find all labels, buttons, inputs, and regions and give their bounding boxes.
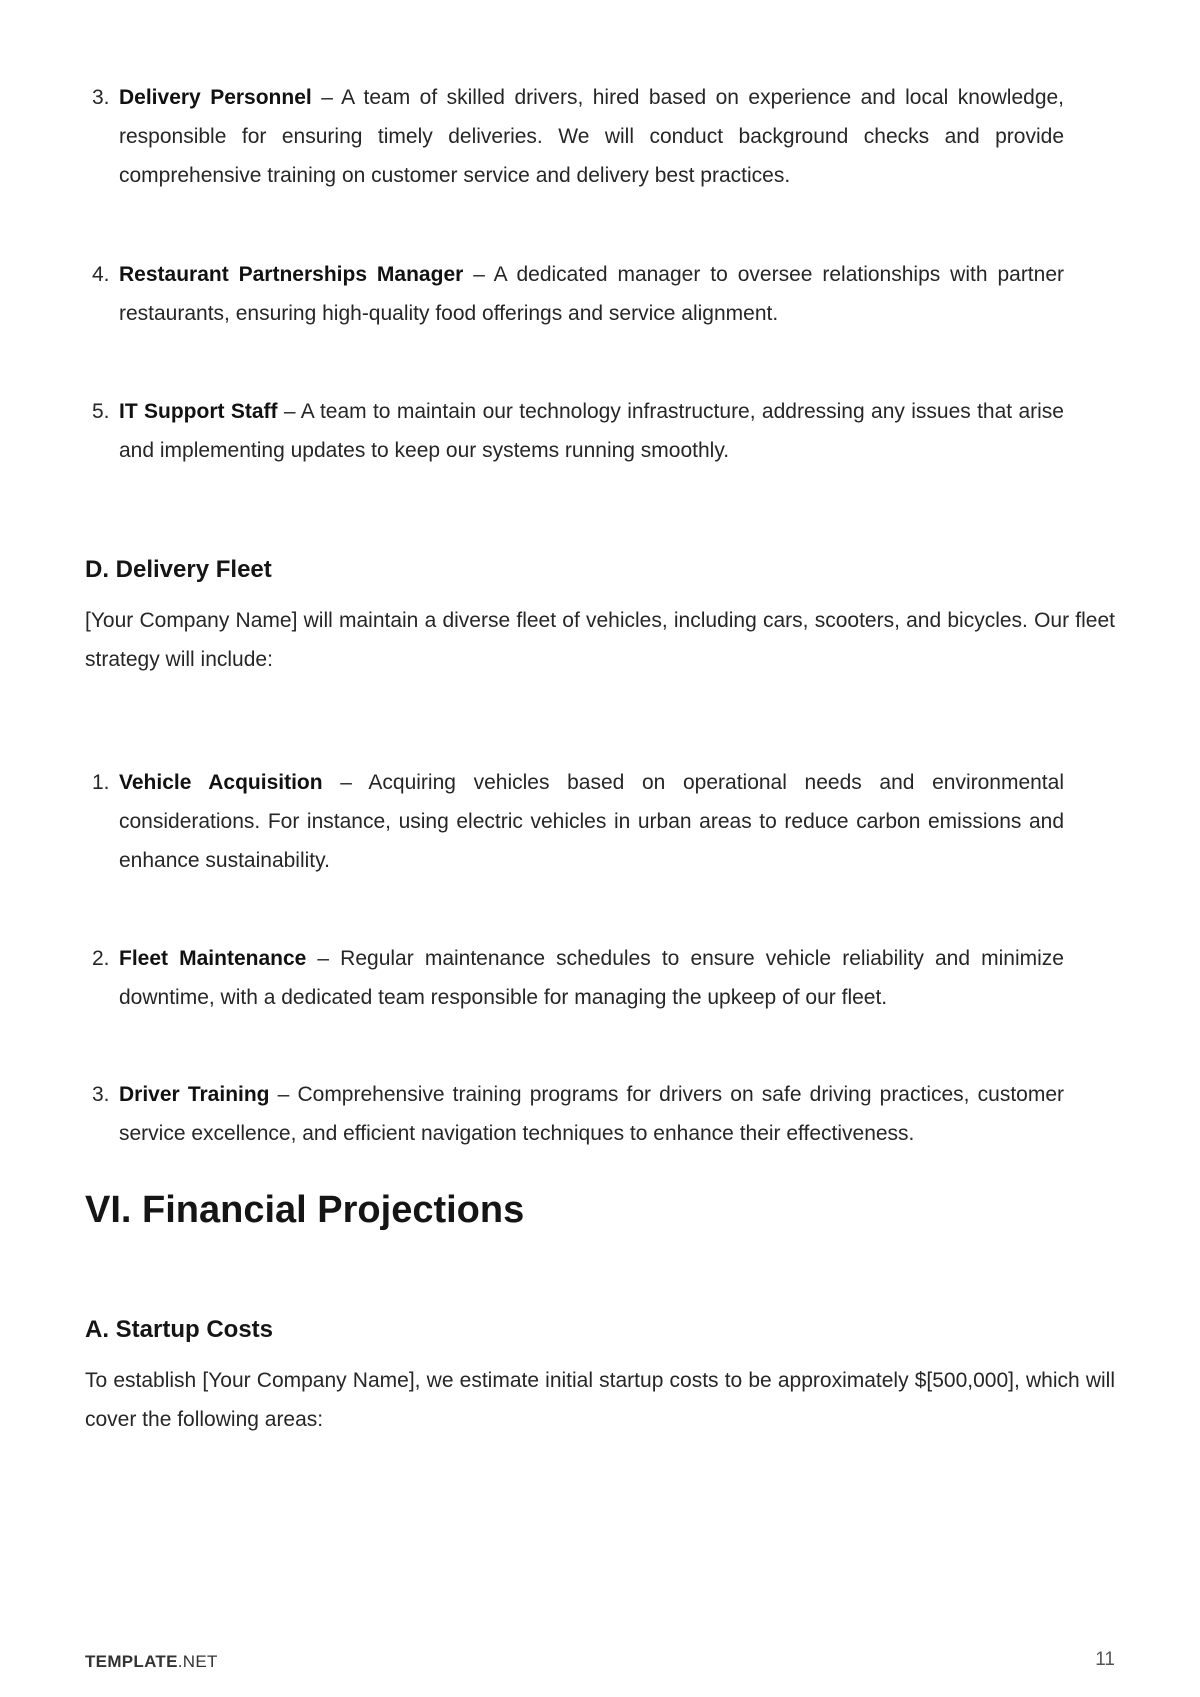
page-number: 11 [1095,1649,1115,1670]
footer-brand-logo [85,1652,218,1672]
list-item-number: 1. [92,771,110,794]
staff-list [92,392,1064,470]
fleet-list [92,939,1064,1017]
list-item-title: Fleet Maintenance [119,947,307,970]
list-item-title: IT Support Staff [119,400,278,423]
staff-list [92,78,1064,195]
fleet-list [92,763,1064,880]
list-item [92,1075,1064,1153]
footer-brand-light: .NET [177,1652,218,1671]
list-item [92,392,1064,470]
list-item-text: – Comprehensive training programs for drivers on safe driving practices, customer service excellence, and efficient navigation techniques to enhance their effectiveness. [119,1083,1064,1145]
list-item-text: – A dedicated manager to oversee relationships with partner restaurants, ensuring high-quality food offerings and service alignment. [119,263,1064,325]
fleet-list [92,1075,1064,1153]
list-item-title: Driver Training [119,1083,270,1106]
list-item [92,939,1064,1017]
list-item-text: – Regular maintenance schedules to ensure vehicle reliability and minimize downtime, with a dedicated team responsible for managing the upkeep of our fleet. [119,947,1064,1009]
list-item-text: – Acquiring vehicles based on operational needs and environmental considerations. For instance, using electric vehicles in urban areas to reduce carbon emissions and enhance sustainability. [119,771,1064,872]
list-item-text: – A team to maintain our technology infrastructure, addressing any issues that arise and implementing updates to keep our systems running smoothly. [119,400,1064,462]
staff-list [92,255,1064,333]
section-heading-startup-costs: A. Startup Costs [85,1316,274,1343]
startup-costs-intro: To establish [Your Company Name], we estimate initial startup costs to be approximately $[500,000], which will cover the following areas: [85,1369,1115,1431]
list-item-title: Delivery Personnel [119,86,312,109]
list-item-title: Vehicle Acquisition [119,771,323,794]
list-item-number: 3. [92,1083,110,1106]
list-item [92,255,1064,333]
delivery-fleet-intro: [Your Company Name] will maintain a diverse fleet of vehicles, including cars, scooters, and bicycles. Our fleet strategy will include: [85,609,1115,671]
section-heading-financial-projections: VI. Financial Projections [85,1189,525,1231]
list-item-number: 3. [92,86,110,109]
list-item-number: 5. [92,400,110,423]
list-item [92,78,1064,195]
footer-brand-strong: TEMPLATE [85,1652,178,1671]
list-item-text: – A team of skilled drivers, hired based on experience and local knowledge, responsible for ensuring timely deliveries. We will conduct background checks and provide comprehensive training on customer service and delivery best practices. [119,86,1065,187]
list-item [92,763,1064,880]
section-heading-delivery-fleet: D. Delivery Fleet [85,556,272,583]
list-item-number: 2. [92,947,110,970]
list-item-title: Restaurant Partnerships Manager [119,263,464,286]
list-item-number: 4. [92,263,110,286]
